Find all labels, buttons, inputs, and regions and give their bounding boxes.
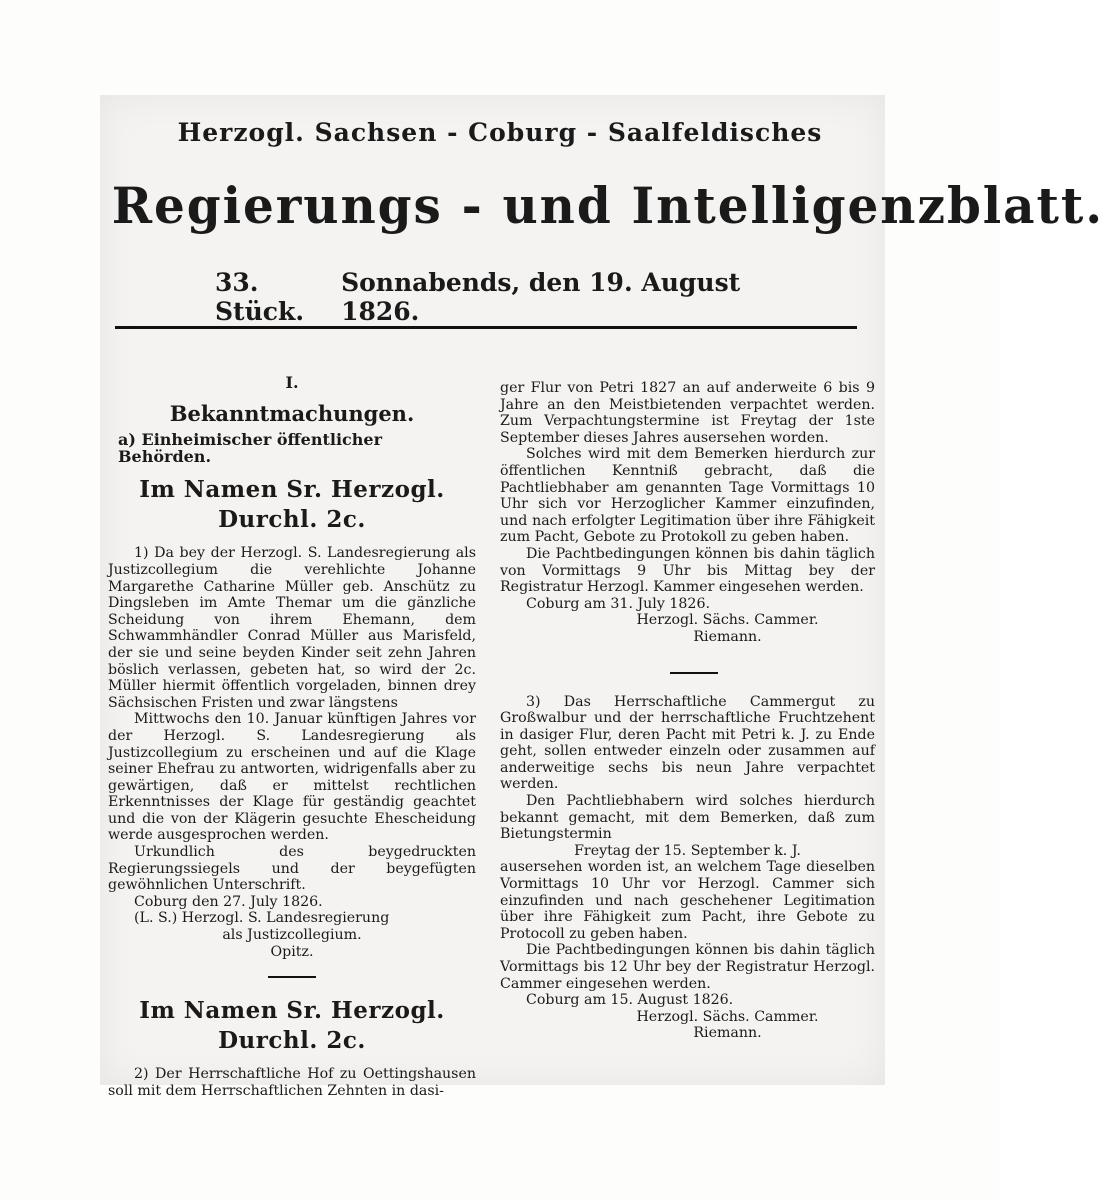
section-title: Bekanntmachungen. <box>169 400 415 426</box>
notice-1-paragraph-2: Mittwochs den 10. Januar künftigen Jahres vor der Herzogl. S. Landesregierung als Justizcollegium zu erscheinen und auf die Klage seiner Ehefrau zu antworten, widrigenfalls aber zu gewärtigen, daß er mittelst rechtlichen Erkenntnisses der Klage für geständig geachtet und die von der Klägerin gesuchte Ehescheidung werde ausgesprochen werden. <box>108 711 476 844</box>
notice-3-term: Freytag der 15. September k. J. <box>574 842 801 859</box>
masthead-title: Regierungs - und Intelligenzblatt. <box>111 176 1104 235</box>
header-rule <box>115 326 857 329</box>
notice-3-paragraph-3: ausersehen worden ist, an welchem Tage dieselben Vormittags 10 Uhr vor Herzogl. Cammer sich einzufinden und nach geschehener Legitimation über ihre Fähigkeit zum Pacht, ihre Gebote zu Protocoll zu geben haben. <box>500 859 875 942</box>
notice-1-paragraph-3: Urkundlich des beygedruckten Regierungssiegels und der beygefügten gewöhnlichen Unterschrift. <box>108 844 476 894</box>
left-column <box>108 375 476 1099</box>
notice-1-dateline: Coburg den 27. July 1826. <box>134 893 323 910</box>
notice-3-paragraph-2: Den Pachtliebhabern wird solches hierdurch bekannt gemacht, mit dem Bemerken, daß zum Bietungstermin <box>500 793 875 843</box>
notice-2-continuation: ger Flur von Petri 1827 an auf anderweite 6 bis 9 Jahre an den Meistbietenden verpachtet werden. Zum Verpachtungstermine ist Freytag der 1ste September dieses Jahres ausersehen worden. <box>500 380 875 446</box>
issue-number: 33. Stück. <box>215 268 305 326</box>
notice-2-paragraph-3: Die Pachtbedingungen können bis dahin täglich von Vormittags 9 Uhr bis Mittag bey der Registratur Herzogl. Kammer eingesehen werden. <box>500 545 875 596</box>
issue-date: Sonnabends, den 19. August 1826. <box>341 268 741 326</box>
notice-2-dateline: Coburg am 31. July 1826. <box>526 595 710 612</box>
notice-2-signer: Riemann. <box>693 628 762 645</box>
notice-3-signer: Riemann. <box>693 1025 762 1042</box>
roman-numeral: I. <box>285 373 299 392</box>
notice-2-signature: Herzogl. Sächs. Cammer. <box>636 612 819 629</box>
notice-1-signer: Opitz. <box>270 943 314 960</box>
issue-line <box>215 268 775 326</box>
notice-2-paragraph-2: Solches wird mit dem Bemerken hierdurch zur öffentlichen Kenntniß gebracht, daß die Pachtliebhaber am genannten Tage Vormittags 10 Uhr sich vor Herzoglicher Kammer einzufinden, und nach erfolgter Legitimation über ihre Fähigkeit zum Pacht, Gebote zu Protokoll zu geben haben. <box>500 446 875 546</box>
notice-heading-2: Im Namen Sr. Herzogl. Durchl. 2c. <box>139 997 445 1055</box>
notice-3-paragraph-4: Die Pachtbedingungen können bis dahin täglich Vormittags bis 12 Uhr bey der Registratur Herzogl. Cammer eingesehen werden. <box>500 942 875 992</box>
notice-1-signature: (L. S.) Herzogl. S. Landesregierung <box>134 910 390 927</box>
notice-1-paragraph-1: 1) Da bey der Herzogl. S. Landesregierung als Justizcollegium die verehlichte Johanne Margarethe Catharine Müller geb. Anschütz zu Dingsleben im Amte Themar um die gänzliche Scheidung von ihrem Ehemann, dem Schwammhändler Conrad Müller aus Marisfeld, der sie und seine beyden Kinder seit zehn Jahren böslich verlassen, gebeten hat, so wird der 2c. Müller hiermit öffentlich vorgeladen, binnen drey Sächsischen Fristen und zwar längstens <box>108 545 476 711</box>
separator-rule-right <box>670 672 718 674</box>
notice-3-signature: Herzogl. Sächs. Cammer. <box>636 1008 819 1025</box>
subsection-title: a) Einheimischer öffentlicher Behörden. <box>118 430 383 466</box>
notice-2-start: 2) Der Herrschaftliche Hof zu Oettingshausen soll mit dem Herrschaftlichen Zehnten in dasi- <box>108 1066 476 1099</box>
publisher-line: Herzogl. Sachsen - Coburg - Saalfeldisches <box>177 118 823 147</box>
separator-rule <box>268 976 316 978</box>
notice-1-signature-2: als Justizcollegium. <box>222 927 362 944</box>
notice-3-dateline: Coburg am 15. August 1826. <box>526 992 734 1009</box>
right-column <box>500 380 875 1042</box>
notice-heading-1: Im Namen Sr. Herzogl. Durchl. 2c. <box>139 476 445 534</box>
notice-3-paragraph-1: 3) Das Herrschaftliche Cammergut zu Großwalbur und der herrschaftliche Fruchtzehent in dasiger Flur, deren Pacht mit Petri k. J. zu Ende geht, sollen entweder einzeln oder zusammen auf anderweitige sechs bis neun Jahre verpachtet werden. <box>500 693 875 793</box>
